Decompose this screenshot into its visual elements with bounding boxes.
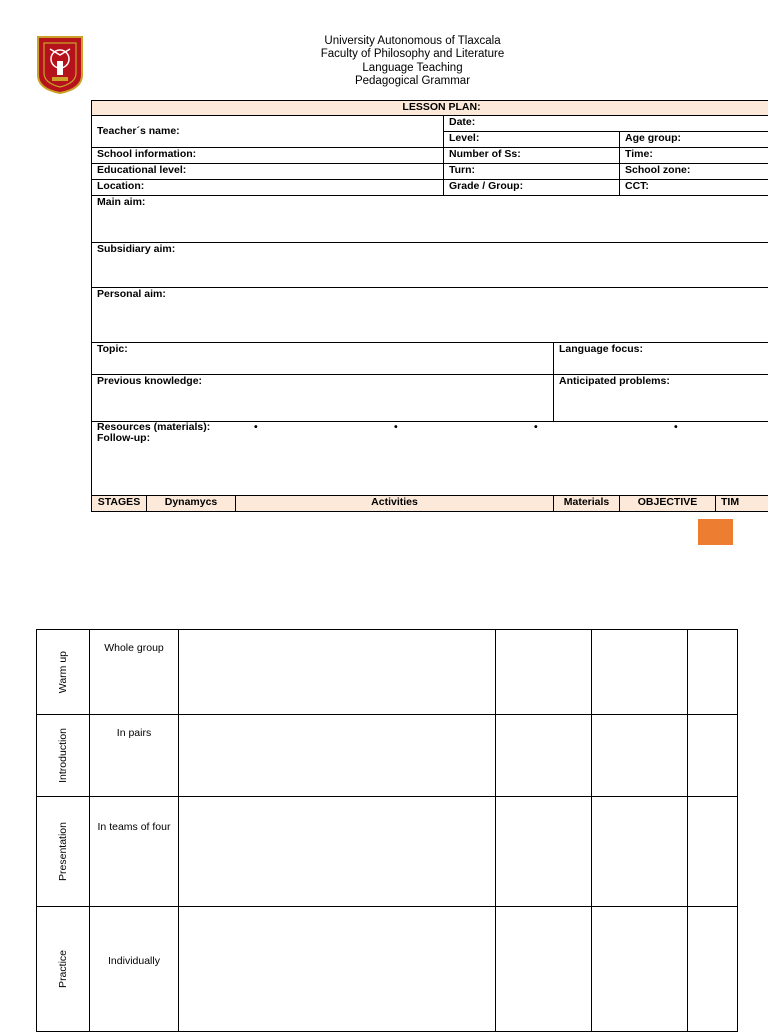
stages-table	[36, 629, 738, 1032]
document-header	[240, 35, 585, 89]
dynamic-cell: In teams of four	[90, 797, 179, 907]
subsidiary-aim-field[interactable]: Subsidiary aim:	[92, 243, 768, 288]
lesson-plan-title: LESSON PLAN:	[92, 101, 768, 116]
personal-aim-field[interactable]: Personal aim:	[92, 288, 768, 343]
stage-label: Warm up	[57, 651, 69, 693]
teacher-name-field[interactable]: Teacher´s name:	[92, 116, 444, 148]
table-row	[37, 630, 738, 715]
activities-cell[interactable]	[179, 630, 496, 715]
university-logo	[36, 35, 84, 95]
turn-field[interactable]: Turn:	[444, 164, 620, 180]
materials-cell[interactable]	[496, 797, 592, 907]
column-stages: STAGES	[92, 495, 147, 511]
materials-cell[interactable]	[496, 630, 592, 715]
school-information-field[interactable]: School information:	[92, 148, 444, 164]
column-dynamics: Dynamycs	[147, 495, 236, 511]
resource-bullet: •	[674, 422, 678, 433]
grade-group-field[interactable]: Grade / Group:	[444, 180, 620, 196]
anticipated-problems-field[interactable]: Anticipated problems:	[554, 375, 768, 422]
stage-warm-up	[37, 630, 90, 715]
objective-cell[interactable]	[592, 907, 688, 1032]
topic-field[interactable]: Topic:	[92, 343, 554, 375]
column-time: TIM	[716, 495, 768, 511]
activities-cell[interactable]	[179, 797, 496, 907]
objective-cell[interactable]	[592, 797, 688, 907]
school-zone-field[interactable]: School zone:	[620, 164, 768, 180]
header-program: Language Teaching	[240, 62, 585, 75]
resource-bullet: •	[534, 422, 538, 433]
age-group-field[interactable]: Age group:	[620, 132, 768, 148]
dynamic-cell: Individually	[90, 907, 179, 1032]
header-university: University Autonomous of Tlaxcala	[240, 35, 585, 48]
follow-up-field[interactable]: Follow-up:	[92, 433, 768, 495]
stage-label: Practice	[57, 950, 69, 988]
time-field[interactable]: Time:	[620, 148, 768, 164]
number-of-ss-field[interactable]: Number of Ss:	[444, 148, 620, 164]
objective-cell[interactable]	[592, 630, 688, 715]
location-field[interactable]: Location:	[92, 180, 444, 196]
main-aim-field[interactable]: Main aim:	[92, 196, 768, 243]
resources-row[interactable]	[92, 422, 768, 434]
activities-cell[interactable]	[179, 715, 496, 797]
objective-cell[interactable]	[592, 715, 688, 797]
resource-bullet: •	[394, 422, 398, 433]
table-row	[37, 797, 738, 907]
resources-label: Resources (materials):	[97, 422, 210, 434]
date-field[interactable]: Date:	[444, 116, 768, 132]
header-course: Pedagogical Grammar	[240, 75, 585, 88]
header-faculty: Faculty of Philosophy and Literature	[240, 48, 585, 61]
activities-cell[interactable]	[179, 907, 496, 1032]
column-activities: Activities	[236, 495, 554, 511]
materials-cell[interactable]	[496, 715, 592, 797]
time-cell[interactable]	[688, 630, 738, 715]
dynamic-cell: Whole group	[90, 630, 179, 715]
stage-label: Introduction	[57, 728, 69, 783]
table-row	[37, 907, 738, 1032]
table-row	[37, 715, 738, 797]
time-cell[interactable]	[688, 907, 738, 1032]
stage-introduction	[37, 715, 90, 797]
column-objective: OBJECTIVE	[620, 495, 716, 511]
previous-knowledge-field[interactable]: Previous knowledge:	[92, 375, 554, 422]
column-materials: Materials	[554, 495, 620, 511]
cct-field[interactable]: CCT:	[620, 180, 768, 196]
time-cell[interactable]	[688, 797, 738, 907]
university-crest-icon	[36, 35, 84, 95]
educational-level-field[interactable]: Educational level:	[92, 164, 444, 180]
resource-bullet: •	[254, 422, 258, 433]
stage-practice	[37, 907, 90, 1032]
time-cell[interactable]	[688, 715, 738, 797]
language-focus-field[interactable]: Language focus:	[554, 343, 768, 375]
stage-presentation	[37, 797, 90, 907]
materials-cell[interactable]	[496, 907, 592, 1032]
dynamic-cell: In pairs	[90, 715, 179, 797]
orange-accent-block	[698, 519, 733, 545]
stage-label: Presentation	[57, 822, 69, 881]
lesson-plan-table	[91, 100, 768, 512]
level-field[interactable]: Level:	[444, 132, 620, 148]
